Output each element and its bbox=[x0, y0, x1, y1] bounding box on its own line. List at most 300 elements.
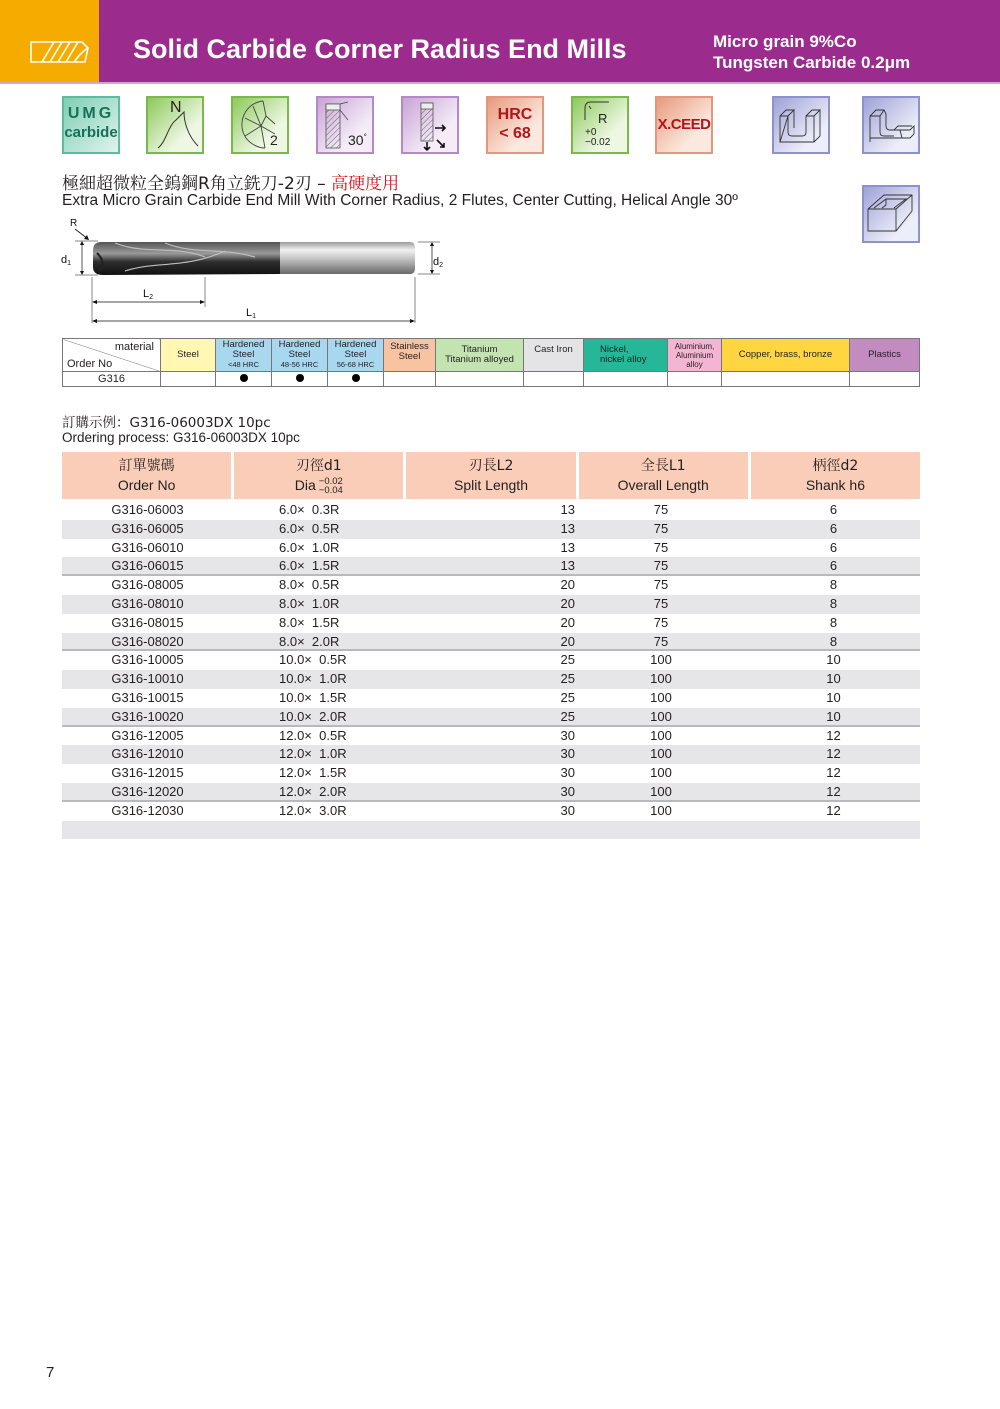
cell-shank-value: 12 bbox=[826, 746, 841, 762]
cell-diameter bbox=[233, 783, 404, 800]
cell-overall-length bbox=[575, 539, 747, 558]
cell-overall-length-value: 100 bbox=[650, 746, 672, 762]
label-r: R bbox=[70, 218, 78, 229]
cell-shank bbox=[747, 633, 920, 650]
material-suitability-cell bbox=[668, 372, 722, 387]
cell-order-no bbox=[62, 708, 233, 725]
cell-overall-length bbox=[575, 633, 747, 650]
page-title: Solid Carbide Corner Radius End Mills bbox=[133, 34, 627, 64]
cell-split-length-value: 13 bbox=[560, 558, 575, 574]
end-mill-diagram bbox=[55, 215, 455, 329]
cell-diameter-value: 8.0× 1.0R bbox=[279, 595, 340, 611]
cell-order-no-value: G316-10020 bbox=[111, 708, 184, 724]
product-title-cn-main: 極細超微粒全鎢鋼R角立銑刀-2刃 – bbox=[62, 174, 332, 194]
cell-split-length-value: 30 bbox=[560, 746, 575, 762]
material-name-line3: alloy bbox=[686, 359, 703, 369]
cell-shank-value: 12 bbox=[826, 727, 841, 743]
material-col-hardened-56-68 bbox=[328, 339, 384, 372]
cell-order-no bbox=[62, 520, 233, 539]
cell-split-length bbox=[404, 745, 575, 764]
slotting-application-icon bbox=[772, 96, 830, 154]
table-row bbox=[62, 783, 920, 802]
cell-overall-length-value: 75 bbox=[653, 558, 669, 574]
header-bar bbox=[0, 0, 1000, 82]
two-flutes-icon bbox=[231, 96, 289, 154]
label-l2-letter: L bbox=[143, 288, 150, 300]
cell-diameter-value: 8.0× 2.0R bbox=[279, 633, 340, 649]
cell-order-no-value: G316-08010 bbox=[111, 595, 184, 611]
cell-diameter bbox=[233, 670, 404, 689]
table-row bbox=[62, 670, 920, 689]
cell-order-no-value: G316-12010 bbox=[111, 746, 184, 762]
cell-order-no-value: G316-08015 bbox=[111, 614, 184, 630]
cell-shank bbox=[747, 708, 920, 725]
dia-tolerance bbox=[319, 477, 343, 495]
table-row bbox=[62, 520, 920, 539]
cell-shank bbox=[747, 595, 920, 614]
cell-split-length-value: 20 bbox=[560, 633, 575, 649]
cell-order-no bbox=[62, 633, 233, 650]
cell-order-no bbox=[62, 614, 233, 633]
specification-table bbox=[62, 452, 920, 839]
material-suitability-table bbox=[62, 338, 920, 387]
cell-shank-value: 10 bbox=[826, 689, 841, 705]
header-cn: 柄徑d2 bbox=[812, 458, 859, 474]
cell-overall-length-value: 100 bbox=[650, 652, 672, 668]
header-cn: 刃徑d1 bbox=[295, 458, 342, 474]
logo-icon bbox=[30, 40, 90, 64]
helix-angle-label bbox=[348, 132, 367, 148]
tol-upper: −0.02 bbox=[318, 476, 343, 488]
cell-split-length bbox=[404, 520, 575, 539]
cell-overall-length-value: 75 bbox=[653, 577, 669, 593]
cell-split-length bbox=[404, 595, 575, 614]
material-name: Hardened bbox=[278, 339, 321, 350]
label-l2 bbox=[143, 288, 153, 301]
cell-diameter bbox=[233, 539, 404, 558]
cell-split-length bbox=[404, 727, 575, 746]
cell-diameter-value: 12.0× 1.5R bbox=[279, 765, 347, 781]
cell-shank bbox=[747, 802, 920, 821]
cell-overall-length bbox=[575, 764, 747, 783]
cell-shank-value: 6 bbox=[829, 520, 838, 536]
page-number: 7 bbox=[46, 1364, 55, 1381]
cell-diameter-value: 12.0× 1.0R bbox=[279, 746, 347, 762]
cell-shank-value: 6 bbox=[829, 558, 838, 574]
cell-split-length bbox=[404, 708, 575, 725]
header-en: Dia bbox=[294, 477, 316, 493]
hrc-68-icon bbox=[486, 96, 544, 154]
corner-order-label: Order No bbox=[67, 358, 113, 370]
material-corner-cell bbox=[63, 339, 161, 372]
material-col-nickel bbox=[584, 339, 668, 372]
cell-order-no-value: G316-06003 bbox=[111, 502, 184, 517]
cell-diameter-value: 12.0× 0.5R bbox=[279, 727, 347, 743]
cell-diameter-value: 8.0× 1.5R bbox=[279, 614, 340, 630]
cell-split-length bbox=[404, 689, 575, 708]
cell-order-no-value: G316-08005 bbox=[111, 577, 184, 593]
material-name-line2: nickel alloy bbox=[600, 354, 647, 365]
label-d2-letter: d bbox=[433, 256, 440, 268]
cell-order-no bbox=[62, 727, 233, 746]
header-overall-length bbox=[579, 452, 748, 499]
material-name: Plastics bbox=[868, 349, 901, 360]
cell-shank bbox=[747, 501, 920, 520]
table-row bbox=[62, 576, 920, 595]
cell-split-length-value: 13 bbox=[560, 539, 575, 555]
cell-diameter bbox=[233, 689, 404, 708]
table-row bbox=[62, 614, 920, 633]
cell-shank bbox=[747, 539, 920, 558]
spec-table-header bbox=[62, 452, 920, 499]
cell-order-no bbox=[62, 802, 233, 821]
table-row-empty bbox=[62, 821, 920, 839]
cell-order-no bbox=[62, 764, 233, 783]
cell-shank-value: 6 bbox=[829, 502, 838, 517]
cell-split-length-value: 20 bbox=[560, 614, 575, 630]
material-name-line2: Aluminium bbox=[675, 350, 714, 360]
material-name: Steel bbox=[177, 349, 199, 360]
cell-diameter bbox=[233, 764, 404, 783]
cell-diameter bbox=[233, 576, 404, 595]
cell-shank bbox=[747, 689, 920, 708]
cell-overall-length-value: 75 bbox=[653, 633, 669, 649]
label-l1-letter: L bbox=[246, 307, 253, 319]
cell-overall-length bbox=[575, 501, 747, 520]
cell-split-length bbox=[404, 633, 575, 650]
radius-tol-plus: +0 bbox=[585, 127, 597, 138]
cell-shank-value: 8 bbox=[829, 577, 838, 593]
cell-diameter-value: 6.0× 0.5R bbox=[279, 520, 340, 536]
degree-sign: ° bbox=[363, 132, 367, 142]
cell-shank bbox=[747, 651, 920, 670]
cell-order-no bbox=[62, 745, 233, 764]
cell-overall-length bbox=[575, 520, 747, 539]
cell-diameter-value: 10.0× 1.0R bbox=[279, 671, 347, 687]
cell-order-no bbox=[62, 539, 233, 558]
cell-order-no-value: G316-10015 bbox=[111, 689, 184, 705]
table-row bbox=[62, 557, 920, 576]
header-cn: 訂單號碼 bbox=[118, 458, 175, 474]
cell-shank-value: 8 bbox=[829, 595, 838, 611]
cell-order-no-value: G316-12020 bbox=[111, 783, 184, 799]
product-title-cn-highlight: 高硬度用 bbox=[331, 174, 400, 194]
product-title-en: Extra Micro Grain Carbide End Mill With Corner Radius, 2 Flutes, Center Cutting, Helical Angle 30º bbox=[62, 192, 738, 209]
cell-shank bbox=[747, 557, 920, 574]
material-name-line2: Steel bbox=[288, 349, 311, 360]
table-row bbox=[62, 727, 920, 746]
cell-split-length-value: 25 bbox=[560, 652, 575, 668]
cell-split-length bbox=[404, 539, 575, 558]
cell-diameter-value: 6.0× 0.3R bbox=[279, 502, 340, 517]
cell-split-length bbox=[404, 576, 575, 595]
cell-overall-length bbox=[575, 727, 747, 746]
cell-overall-length bbox=[575, 614, 747, 633]
cell-overall-length-value: 100 bbox=[650, 689, 672, 705]
header-diameter bbox=[234, 452, 403, 499]
label-l1-sub: 1 bbox=[252, 313, 257, 320]
cell-shank bbox=[747, 670, 920, 689]
radius-label: R bbox=[598, 111, 608, 126]
cell-overall-length bbox=[575, 802, 747, 821]
cell-diameter bbox=[233, 501, 404, 520]
cell-order-no-value: G316-12015 bbox=[111, 765, 184, 781]
material-name: Copper, brass, bronze bbox=[738, 349, 833, 360]
helix-angle-value: 30 bbox=[348, 132, 364, 148]
cell-diameter bbox=[233, 802, 404, 821]
cell-overall-length-value: 100 bbox=[650, 765, 672, 781]
cell-shank-value: 8 bbox=[829, 633, 838, 649]
cell-split-length-value: 13 bbox=[560, 502, 575, 517]
label-l1 bbox=[246, 307, 256, 320]
cell-overall-length bbox=[575, 557, 747, 574]
header-en-dia bbox=[234, 476, 403, 495]
cell-order-no bbox=[62, 501, 233, 520]
umg-label: UMG bbox=[67, 105, 115, 122]
cell-overall-length bbox=[575, 689, 747, 708]
material-name: Hardened bbox=[334, 339, 377, 350]
material-name-line2: Titanium alloyed bbox=[445, 354, 514, 365]
material-suitability-cell bbox=[436, 372, 524, 387]
cell-split-length bbox=[404, 557, 575, 574]
cell-overall-length-value: 75 bbox=[653, 520, 669, 536]
cell-order-no-value: G316-10010 bbox=[111, 671, 184, 687]
cell-shank-value: 8 bbox=[829, 614, 838, 630]
material-name: Stainless bbox=[390, 341, 429, 352]
material-row-order-no: G316 bbox=[63, 372, 161, 387]
cell-overall-length-value: 100 bbox=[650, 783, 672, 799]
cell-shank bbox=[747, 764, 920, 783]
cell-overall-length-value: 100 bbox=[650, 802, 672, 818]
cell-order-no-value: G316-06005 bbox=[111, 520, 184, 536]
suitable-dot-icon bbox=[296, 374, 304, 382]
cell-split-length-value: 20 bbox=[560, 577, 575, 593]
helix-angle-icon bbox=[316, 96, 374, 154]
cell-shank-value: 10 bbox=[826, 708, 841, 724]
material-col-titanium bbox=[436, 339, 524, 372]
material-hrc: <48 HRC bbox=[227, 360, 260, 369]
cell-shank-value: 12 bbox=[826, 802, 841, 818]
material-col-hardened-48-56 bbox=[272, 339, 328, 372]
cell-order-no bbox=[62, 557, 233, 574]
table-row bbox=[62, 745, 920, 764]
table-row bbox=[62, 539, 920, 558]
ordering-example-cn: 訂購示例：G316-06003DX 10pc bbox=[62, 415, 271, 431]
cell-diameter-value: 12.0× 2.0R bbox=[279, 783, 347, 799]
tol-lower: −0.04 bbox=[318, 485, 343, 497]
subtitle-line2: Tungsten Carbide 0.2μm bbox=[713, 53, 911, 72]
header-cn: 全長L1 bbox=[640, 458, 686, 474]
n-label: N bbox=[170, 99, 182, 116]
umg-carbide-icon bbox=[62, 96, 120, 154]
material-name-line2: Steel bbox=[344, 349, 367, 360]
header-en: Split Length bbox=[454, 477, 528, 493]
material-name: Hardened bbox=[222, 339, 265, 350]
suitable-dot-icon bbox=[240, 374, 248, 382]
cell-order-no-value: G316-06010 bbox=[111, 539, 184, 555]
cell-split-length bbox=[404, 802, 575, 821]
n-type-cutting-edge-icon bbox=[146, 96, 204, 154]
cell-overall-length bbox=[575, 708, 747, 725]
cell-split-length-value: 25 bbox=[560, 689, 575, 705]
material-suitability-cell bbox=[384, 372, 436, 387]
cell-overall-length-value: 75 bbox=[653, 595, 669, 611]
cell-shank-value: 12 bbox=[826, 783, 841, 799]
center-cutting-icon bbox=[401, 96, 459, 154]
cell-split-length bbox=[404, 651, 575, 670]
material-col-hardened-48 bbox=[216, 339, 272, 372]
cell-diameter bbox=[233, 727, 404, 746]
cell-split-length bbox=[404, 670, 575, 689]
label-l2-sub: 2 bbox=[149, 294, 154, 301]
label-d1 bbox=[61, 254, 71, 267]
product-title-cn bbox=[62, 169, 399, 194]
end-mill-drawing bbox=[55, 215, 455, 325]
material-hrc: 48-56 HRC bbox=[280, 360, 319, 369]
cell-shank bbox=[747, 614, 920, 633]
cell-diameter-value: 10.0× 2.0R bbox=[279, 708, 347, 724]
cell-overall-length bbox=[575, 745, 747, 764]
suitable-dot-icon bbox=[352, 374, 360, 382]
cell-shank bbox=[747, 783, 920, 800]
cell-split-length-value: 30 bbox=[560, 727, 575, 743]
table-row bbox=[62, 501, 920, 520]
header-divider bbox=[0, 82, 1000, 84]
cell-shank bbox=[747, 727, 920, 746]
header-en: Overall Length bbox=[617, 477, 709, 493]
material-suitability-cell bbox=[524, 372, 584, 387]
material-suitability-cell bbox=[328, 372, 384, 387]
hrc-value: < 68 bbox=[499, 125, 531, 142]
cell-overall-length-value: 75 bbox=[653, 614, 669, 630]
cell-split-length-value: 30 bbox=[560, 802, 575, 818]
header-cn: 刃長L2 bbox=[468, 458, 514, 474]
material-suitability-cell bbox=[850, 372, 920, 387]
material-suitability-row bbox=[63, 372, 920, 387]
cell-shank-value: 10 bbox=[826, 671, 841, 687]
cell-shank bbox=[747, 520, 920, 539]
xceed-coating-icon bbox=[655, 96, 713, 154]
material-col-aluminium bbox=[668, 339, 722, 372]
table-row bbox=[62, 651, 920, 670]
cell-diameter-value: 6.0× 1.5R bbox=[279, 558, 340, 574]
cell-diameter bbox=[233, 633, 404, 650]
cell-diameter-value: 6.0× 1.0R bbox=[279, 539, 340, 555]
material-suitability-cell bbox=[161, 372, 216, 387]
material-suitability-cell bbox=[216, 372, 272, 387]
table-row bbox=[62, 764, 920, 783]
material-suitability-cell bbox=[584, 372, 668, 387]
material-suitability-cell bbox=[722, 372, 850, 387]
header-shank bbox=[751, 452, 920, 499]
step-milling-application-icon bbox=[862, 96, 920, 154]
cell-overall-length bbox=[575, 576, 747, 595]
cell-order-no-value: G316-08020 bbox=[111, 633, 184, 649]
cell-order-no-value: G316-06015 bbox=[111, 558, 184, 574]
cell-order-no bbox=[62, 783, 233, 800]
cell-order-no-value: G316-12030 bbox=[111, 802, 184, 818]
table-row bbox=[62, 689, 920, 708]
cell-order-no bbox=[62, 576, 233, 595]
cell-overall-length bbox=[575, 670, 747, 689]
table-row bbox=[62, 802, 920, 821]
header-en: Order No bbox=[117, 477, 176, 493]
cell-diameter-value: 8.0× 0.5R bbox=[279, 577, 340, 593]
cell-split-length-value: 30 bbox=[560, 765, 575, 781]
corner-material-label: material bbox=[114, 341, 154, 353]
label-d2 bbox=[433, 256, 443, 269]
material-hrc: 56-68 HRC bbox=[336, 360, 375, 369]
cell-shank-value: 10 bbox=[826, 652, 841, 668]
cell-order-no bbox=[62, 670, 233, 689]
carbide-label: carbide bbox=[64, 124, 118, 141]
radius-tol-minus: −0.02 bbox=[585, 137, 611, 148]
cell-order-no bbox=[62, 595, 233, 614]
material-name: Titanium bbox=[461, 344, 498, 355]
cell-split-length bbox=[404, 614, 575, 633]
material-name: Cast Iron bbox=[534, 344, 573, 355]
pocket-milling-application-icon bbox=[862, 185, 920, 243]
material-col-steel bbox=[161, 339, 216, 372]
ordering-example-en: Ordering process: G316-06003DX 10pc bbox=[62, 430, 300, 445]
table-row bbox=[62, 595, 920, 614]
cell-shank bbox=[747, 745, 920, 764]
material-name: Aluminium, bbox=[674, 341, 715, 351]
cell-overall-length bbox=[575, 783, 747, 800]
cell-diameter bbox=[233, 745, 404, 764]
cell-diameter bbox=[233, 708, 404, 725]
xceed-label: X.CEED bbox=[657, 116, 711, 133]
cell-diameter-value: 10.0× 1.5R bbox=[279, 689, 347, 705]
label-d2-sub: 2 bbox=[439, 262, 444, 269]
cell-shank-value: 12 bbox=[826, 765, 841, 781]
cell-overall-length bbox=[575, 595, 747, 614]
table-row bbox=[62, 633, 920, 652]
material-name: Nickel, bbox=[600, 344, 629, 355]
material-col-stainless bbox=[384, 339, 436, 372]
cell-order-no bbox=[62, 689, 233, 708]
header-en: Shank h6 bbox=[805, 477, 865, 493]
cell-diameter-value: 10.0× 0.5R bbox=[279, 652, 347, 668]
cell-diameter bbox=[233, 520, 404, 539]
cell-split-length-value: 25 bbox=[560, 671, 575, 687]
header-order-no bbox=[62, 452, 231, 499]
header-split-length bbox=[406, 452, 575, 499]
label-d1-letter: d bbox=[61, 254, 68, 266]
material-col-plastics bbox=[850, 339, 920, 372]
brand-logo bbox=[0, 0, 99, 82]
material-header-row bbox=[63, 339, 920, 372]
table-row bbox=[62, 708, 920, 727]
header-subtitle bbox=[713, 31, 910, 73]
cell-overall-length bbox=[575, 651, 747, 670]
cell-overall-length-value: 75 bbox=[653, 539, 669, 555]
cell-diameter bbox=[233, 595, 404, 614]
cell-order-no-value: G316-12005 bbox=[111, 727, 184, 743]
material-name-line2: Steel bbox=[232, 349, 255, 360]
cell-order-no-value: G316-10005 bbox=[111, 652, 184, 668]
cell-shank bbox=[747, 576, 920, 595]
cell-order-no bbox=[62, 651, 233, 670]
spec-table-body bbox=[62, 501, 920, 839]
material-name-line2: Steel bbox=[398, 351, 421, 362]
radius-tolerance-icon bbox=[571, 96, 629, 154]
cell-split-length bbox=[404, 501, 575, 520]
cell-overall-length-value: 100 bbox=[650, 708, 672, 724]
cell-diameter-value: 12.0× 3.0R bbox=[279, 802, 347, 818]
hrc-label: HRC bbox=[497, 106, 533, 123]
cell-split-length-value: 25 bbox=[560, 708, 575, 724]
